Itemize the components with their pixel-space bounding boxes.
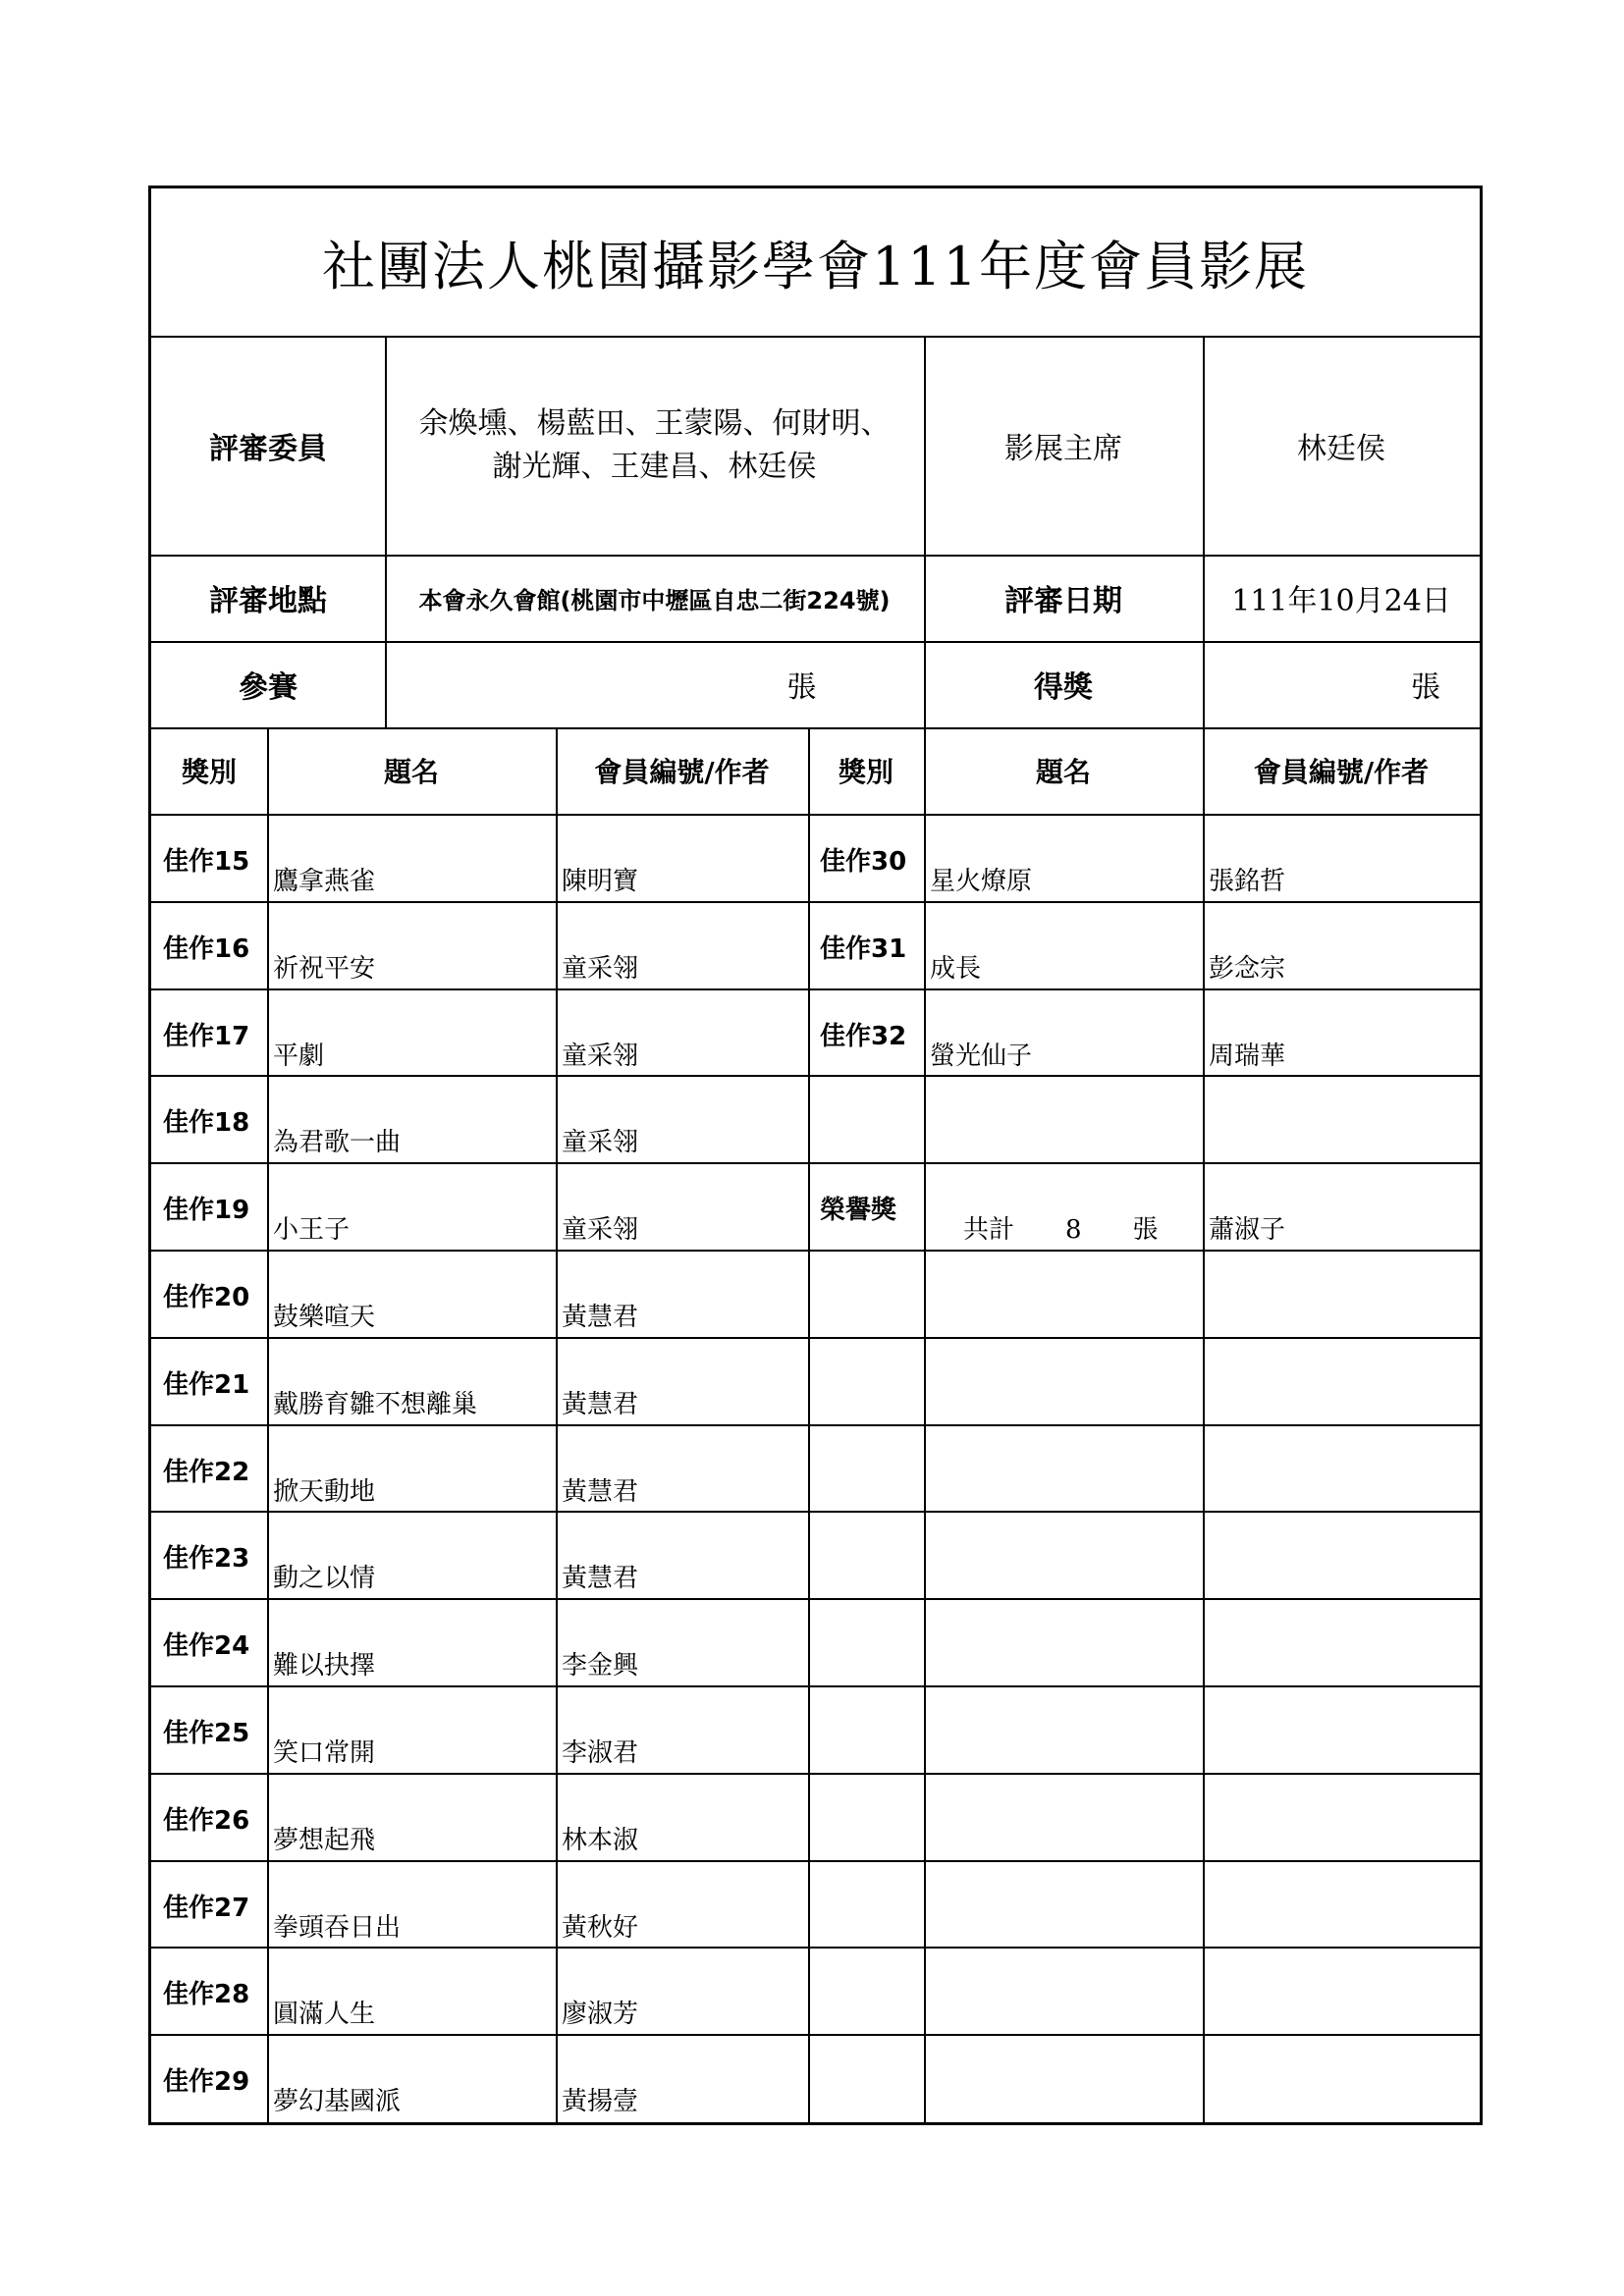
divider xyxy=(151,1511,1480,1513)
judges-line: 謝光輝、王建昌、林廷侯 xyxy=(492,449,817,484)
divider xyxy=(151,814,1480,816)
title-cell: 掀天動地 xyxy=(273,1476,376,1507)
author-cell: 周瑞華 xyxy=(1209,1041,1286,1071)
title-cell: 共計 8 張 xyxy=(963,1215,1159,1246)
title-cell: 星火燎原 xyxy=(930,867,1033,896)
title-cell: 戴勝育雛不想離巢 xyxy=(273,1389,478,1419)
divider xyxy=(151,1424,1480,1426)
header-award: 獎別 xyxy=(838,756,893,788)
author-cell: 張銘哲 xyxy=(1209,867,1286,896)
divider xyxy=(151,1860,1480,1862)
chair-label: 影展主席 xyxy=(1004,431,1122,466)
entries-label: 參賽 xyxy=(239,670,298,705)
title-cell: 鷹拿燕雀 xyxy=(273,867,376,896)
title-cell: 祈祝平安 xyxy=(273,953,376,984)
author-cell: 童采翎 xyxy=(562,1128,639,1158)
award-cell: 佳作23 xyxy=(163,1544,250,1575)
entries-unit: 張 xyxy=(786,670,817,705)
header-title: 題名 xyxy=(1035,756,1091,788)
award-cell: 佳作19 xyxy=(163,1196,250,1226)
awards-unit: 張 xyxy=(1411,670,1440,705)
title-cell: 笑口常開 xyxy=(273,1738,376,1768)
author-cell: 廖淑芳 xyxy=(562,2000,639,2030)
author-cell: 李淑君 xyxy=(562,1738,639,1768)
divider xyxy=(151,1162,1480,1164)
header-award: 獎別 xyxy=(181,756,237,788)
author-cell: 黃秋好 xyxy=(562,1912,639,1943)
judges-label: 評審委員 xyxy=(209,431,327,466)
title-cell: 夢想起飛 xyxy=(273,1825,376,1855)
divider xyxy=(151,901,1480,903)
award-cell: 佳作20 xyxy=(163,1283,250,1312)
title-cell: 小王子 xyxy=(273,1215,351,1246)
author-cell: 童采翎 xyxy=(562,1041,639,1071)
award-cell: 佳作15 xyxy=(163,847,250,877)
judges-line: 余煥壎、楊藍田、王蒙陽、何財明、 xyxy=(418,405,891,441)
title-cell: 圓滿人生 xyxy=(273,2000,376,2030)
author-cell: 黃慧君 xyxy=(562,1564,639,1594)
date-label: 評審日期 xyxy=(1004,584,1122,618)
title-cell: 拳頭吞日出 xyxy=(273,1912,402,1943)
location-label: 評審地點 xyxy=(209,584,327,618)
award-cell: 榮譽獎 xyxy=(820,1196,897,1226)
exhibition-form xyxy=(148,186,1483,2125)
award-cell: 佳作16 xyxy=(163,934,250,964)
title-cell: 螢光仙子 xyxy=(930,1041,1033,1071)
award-cell: 佳作24 xyxy=(163,1631,250,1662)
title-cell: 平劇 xyxy=(273,1041,325,1071)
title-cell: 為君歌一曲 xyxy=(273,1128,402,1158)
divider xyxy=(151,1250,1480,1252)
author-cell: 童采翎 xyxy=(562,1215,639,1246)
award-cell: 佳作31 xyxy=(820,934,907,964)
author-cell: 黃慧君 xyxy=(562,1389,639,1419)
award-cell: 佳作30 xyxy=(820,847,907,877)
title-cell: 難以抉擇 xyxy=(273,1651,376,1682)
author-cell: 彭念宗 xyxy=(1209,953,1286,984)
author-cell: 林本淑 xyxy=(562,1825,639,1855)
author-cell: 陳明寶 xyxy=(562,867,639,896)
award-cell: 佳作29 xyxy=(163,2067,250,2098)
author-cell: 黃揚壹 xyxy=(562,2087,639,2117)
title-cell: 鼓樂喧天 xyxy=(273,1303,376,1332)
judges-value xyxy=(385,336,924,555)
title-cell: 成長 xyxy=(930,953,982,984)
author-cell: 童采翎 xyxy=(562,953,639,984)
divider xyxy=(151,1685,1480,1687)
divider xyxy=(151,1773,1480,1775)
divider xyxy=(151,1075,1480,1077)
chair-value: 林廷侯 xyxy=(1297,431,1385,466)
award-cell: 佳作17 xyxy=(163,1021,250,1051)
award-cell: 佳作18 xyxy=(163,1108,250,1139)
divider xyxy=(151,1337,1480,1339)
date-value: 111年10月24日 xyxy=(1231,584,1451,618)
author-cell: 蕭淑子 xyxy=(1209,1215,1286,1246)
header-member: 會員編號/作者 xyxy=(1253,756,1430,788)
awards-label: 得獎 xyxy=(1034,670,1093,705)
award-cell: 佳作25 xyxy=(163,1719,250,1748)
header-member: 會員編號/作者 xyxy=(594,756,770,788)
author-cell: 黃慧君 xyxy=(562,1303,639,1332)
award-cell: 佳作32 xyxy=(820,1021,907,1051)
divider xyxy=(151,1598,1480,1600)
author-cell: 黃慧君 xyxy=(562,1476,639,1507)
header-title: 題名 xyxy=(383,756,439,788)
location-value: 本會永久會館(桃園市中壢區自忠二街224號) xyxy=(418,586,891,614)
award-cell: 佳作22 xyxy=(163,1457,250,1487)
title-cell: 夢幻基國派 xyxy=(273,2087,402,2117)
award-cell: 佳作27 xyxy=(163,1893,250,1923)
award-cell: 佳作26 xyxy=(163,1805,250,1836)
divider xyxy=(151,988,1480,990)
title-cell: 動之以情 xyxy=(273,1564,376,1594)
divider xyxy=(151,2034,1480,2036)
divider xyxy=(151,1947,1480,1949)
form-title: 社團法人桃園攝影學會111年度會員影展 xyxy=(151,188,1480,338)
author-cell: 李金興 xyxy=(562,1651,639,1682)
award-cell: 佳作28 xyxy=(163,1980,250,2010)
award-cell: 佳作21 xyxy=(163,1369,250,1400)
